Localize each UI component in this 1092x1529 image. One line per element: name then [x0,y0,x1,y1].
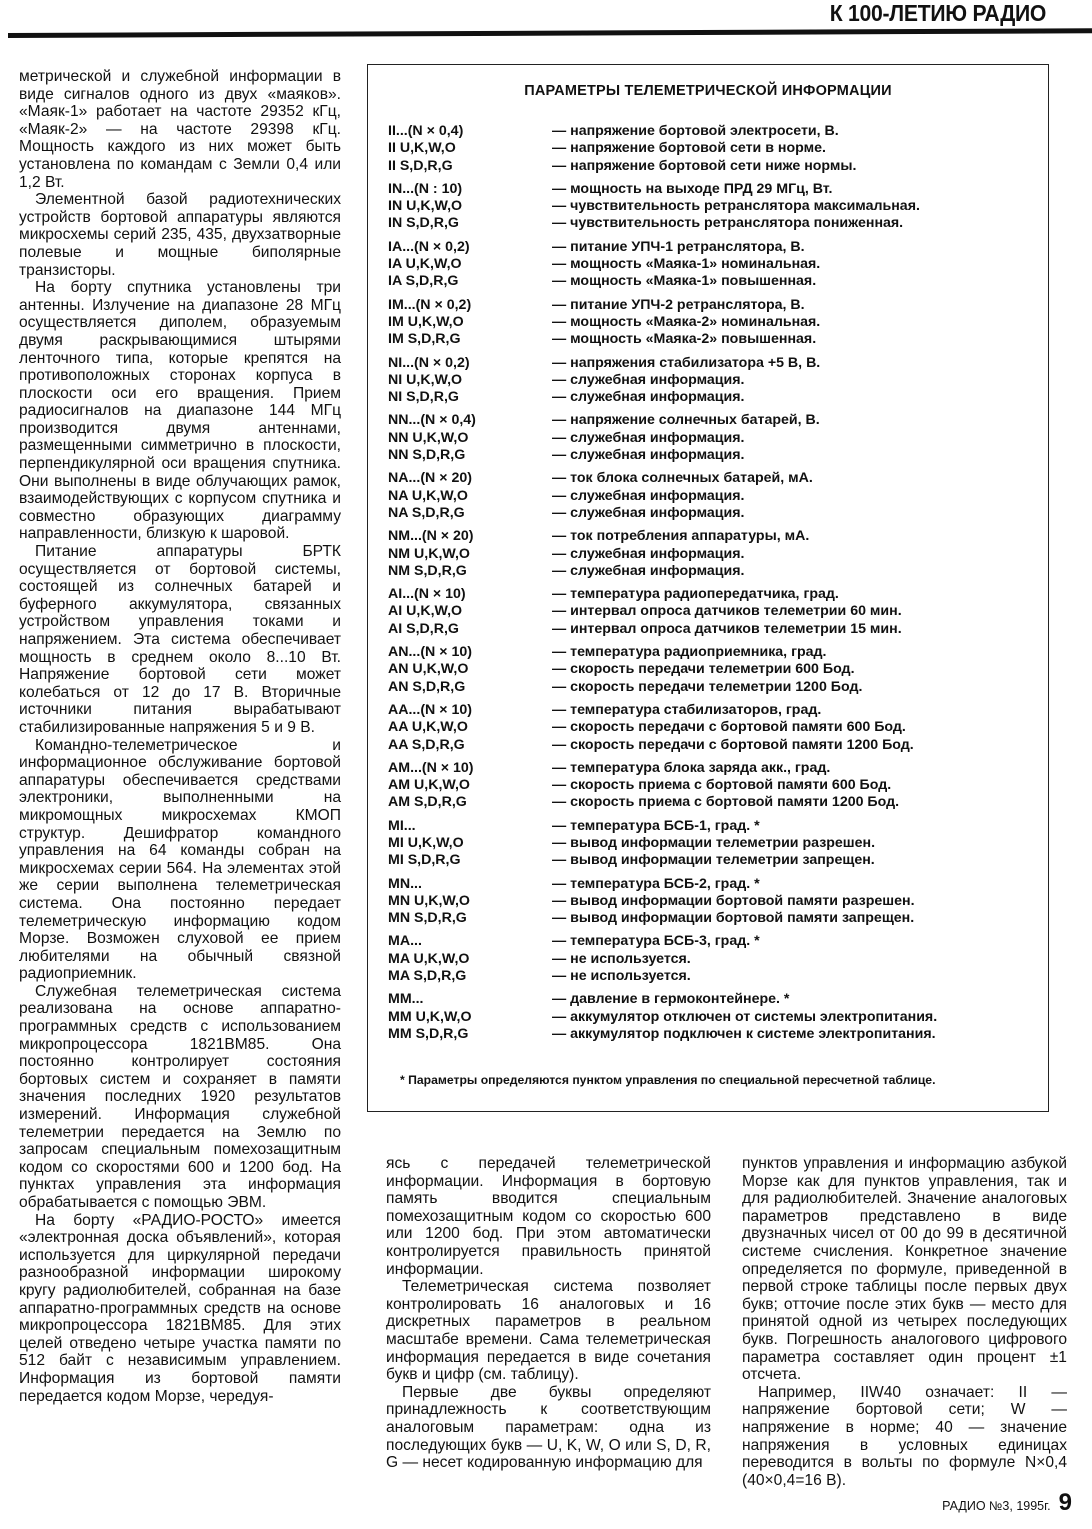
table-row [388,794,1048,811]
table-row [388,603,1048,620]
parameter-group [388,297,1048,349]
table-row [388,447,1048,464]
table-row [388,140,1048,157]
paragraph: Элементной базой радиотехнических устройств бортовой аппаратуры являются микросхемы серий 235, 435, двухзатворные полевые и мощные биполярные транзисторы. [19,191,341,279]
table-row [388,314,1048,331]
parameter-description: — служебная информация. [552,389,745,406]
table-row [388,563,1048,580]
parameter-group [388,355,1048,407]
parameter-code: MA S,D,R,G [388,968,467,985]
parameter-group [388,702,1048,754]
telemetry-parameters-table [367,64,1049,1112]
parameter-code: NI...(N × 0,2) [388,354,470,371]
parameter-description: — скорость передачи с бортовой памяти 600 Бод. [552,719,906,736]
parameter-description: — питание УПЧ-2 ретранслятора, В. [552,296,805,313]
issue-label: РАДИО №3, 1995г. [942,1499,1051,1513]
parameter-description: — напряжение солнечных батарей, В. [552,412,820,429]
parameter-description: — интервал опроса датчиков телеметрии 15 мин. [552,620,902,637]
parameter-code: MN S,D,R,G [388,910,467,927]
parameter-description: — служебная информация. [552,562,745,579]
parameter-code: NI S,D,R,G [388,389,459,406]
table-row [388,1026,1048,1043]
parameter-code: AA...(N × 10) [388,701,472,718]
table-row [388,621,1048,638]
parameter-code: AM...(N × 10) [388,759,474,776]
parameter-description: — напряжение бортовой электросети, В. [552,123,839,139]
table-row [388,818,1048,835]
table-row [388,1009,1048,1026]
table-row [388,198,1048,215]
parameter-code: IN S,D,R,G [388,215,459,232]
table-row [388,586,1048,603]
table-row [388,991,1048,1008]
parameter-code: IA...(N × 0,2) [388,238,470,255]
right-column [742,1155,1067,1489]
paragraph: Командно-телеметрическое и информационное обслуживание бортовой аппаратуры обеспечивается средствами электроники, выполненными на микромощных микросхемах КМОП структур. Дешифратор командного управления на 64 команды собран на микросхемах серии 564. На элементах этой же серии выполнена телеметрическая система. Она постоянно передает телеметрическую информацию кодом Морзе. Возможен слуховой ее прием любителями на обычный связной радиоприемник. [19,736,341,983]
table-row [388,273,1048,290]
parameter-code: AI U,K,W,O [388,603,463,620]
parameter-code: NM S,D,R,G [388,562,467,579]
parameter-description: — интервал опроса датчиков телеметрии 60 мин. [552,603,902,620]
parameter-description: — вывод информации телеметрии разрешен. [552,834,876,851]
parameter-code: II...(N × 0,4) [388,123,464,139]
parameter-code: MA... [388,933,422,950]
table-row [388,158,1048,175]
parameter-code: MM S,D,R,G [388,1025,469,1042]
table-row [388,760,1048,777]
page-number: 9 [1058,1489,1072,1516]
table-row [388,737,1048,754]
paragraph: Первые две буквы определяют принадлежность к соответствующим аналоговым параметрам: одна из последующих букв — U, K, W, O или S, D, R, G — несет кодированную информацию для [386,1383,711,1472]
parameter-description: — не используется. [552,950,691,967]
table-row [388,702,1048,719]
table-row [388,546,1048,563]
middle-column [386,1155,711,1472]
table-title: ПАРАМЕТРЫ ТЕЛЕМЕТРИЧЕСКОЙ ИНФОРМАЦИИ [524,83,892,99]
parameter-description: — вывод информации бортовой памяти запрещен. [552,910,915,927]
parameter-description: — не используется. [552,968,691,985]
parameter-description: — чувствительность ретранслятора максимальная. [552,198,920,215]
parameter-description: — аккумулятор подключен к системе электропитания. [552,1025,936,1042]
parameter-code: II U,K,W,O [388,140,456,157]
table-row [388,968,1048,985]
paragraph: На борту спутника установлены три антенны. Излучение на диапазоне 28 МГц осуществляется диполем, образуемым двумя раскрывающимися штырями ленточного типа, которые крепятся на противоположных сторонах корпуса в плоскости оси его вращения. Прием радиосигналов на диапазоне 144 МГц производится двумя антеннами, размещенными симметрично в плоскости, перпендикулярной оси вращения спутника. Они выполнены в виде облучающих рамок, взаимодействующих с корпусом спутника и совместно образующих диаграмму направленности, близкую к шаровой. [19,279,341,543]
table-footnote: * Параметры определяются пунктом управления по специальной пересчетной таблице. [400,1073,936,1087]
parameter-code: AA S,D,R,G [388,736,465,753]
parameter-code: NM U,K,W,O [388,545,470,562]
parameter-code: NA U,K,W,O [388,487,468,504]
table-row [388,679,1048,696]
parameter-group [388,991,1048,1043]
parameter-description: — температура БСБ-2, град. * [552,875,760,892]
table-row [388,372,1048,389]
parameter-description: — напряжение бортовой сети в норме. [552,140,826,157]
parameter-description: — чувствительность ретранслятора пониженная. [552,215,904,232]
parameter-description: — служебная информация. [552,545,745,562]
table-row [388,893,1048,910]
parameter-code: IA S,D,R,G [388,273,459,290]
parameter-description: — вывод информации бортовой памяти разрешен. [552,892,915,909]
parameter-group [388,412,1048,464]
parameter-group [388,586,1048,638]
parameter-code: NI U,K,W,O [388,371,463,388]
parameter-code: NN S,D,R,G [388,447,466,464]
section-header-title: К 100-ЛЕТИЮ РАДИО [829,0,1046,26]
table-row [388,412,1048,429]
parameter-description: — напряжение бортовой сети ниже нормы. [552,157,857,174]
parameter-description: — мощность «Маяка-2» повышенная. [552,331,817,348]
parameter-description: — аккумулятор отключен от системы электропитания. [552,1008,938,1025]
parameter-description: — служебная информация. [552,504,745,521]
parameter-description: — служебная информация. [552,429,745,446]
parameter-code: AN...(N × 10) [388,644,472,661]
paragraph: Телеметрическая система позволяет контролировать 16 аналоговых и 16 дискретных параметров в реальном масштабе времени. Сама телеметрическая информация передается в виде сочетания букв и цифр (см. таблицу). [386,1278,711,1384]
parameter-code: AN S,D,R,G [388,678,466,695]
table-row [388,389,1048,406]
parameter-code: AA U,K,W,O [388,719,468,736]
table-row [388,876,1048,893]
table-row [388,505,1048,522]
parameter-code: MM U,K,W,O [388,1008,472,1025]
parameter-code: MM... [388,991,424,1008]
table-row [388,951,1048,968]
parameter-code: MI U,K,W,O [388,834,464,851]
parameter-code: AN U,K,W,O [388,661,469,678]
parameter-group [388,760,1048,812]
table-row [388,933,1048,950]
parameter-description: — температура БСБ-3, град. * [552,933,760,950]
table-row [388,430,1048,447]
parameter-description: — скорость передачи с бортовой памяти 1200 Бод. [552,736,914,753]
parameter-code: NM...(N × 20) [388,528,474,545]
parameter-description: — температура БСБ-1, град. * [552,817,760,834]
parameter-description: — скорость приема с бортовой памяти 1200 Бод. [552,794,900,811]
table-row [388,719,1048,736]
parameter-description: — служебная информация. [552,371,745,388]
parameter-description: — температура радиоприемника, град. [552,644,827,661]
parameter-code: NA...(N × 20) [388,470,472,487]
parameter-description: — вывод информации телеметрии запрещен. [552,852,875,869]
parameter-code: IA U,K,W,O [388,256,462,273]
parameter-code: II S,D,R,G [388,157,453,174]
page-footer [942,1489,1072,1517]
parameter-code: IN...(N : 10) [388,180,463,197]
parameter-code: MN U,K,W,O [388,892,470,909]
parameter-description: — мощность на выходе ПРД 29 МГц, Вт. [552,180,833,197]
parameter-code: AM U,K,W,O [388,777,470,794]
parameter-code: MI... [388,817,416,834]
parameter-description: — мощность «Маяка-1» номинальная. [552,256,821,273]
table-row [388,661,1048,678]
paragraph: ясь с передачей телеметрической информации. Информация в бортовую память вводится специальным помехозащитным кодом со скоростью 600 или 1200 бод. При этом автоматически контролируется правильность принятой информации. [386,1155,711,1278]
parameter-description: — ток блока солнечных батарей, мА. [552,470,813,487]
table-row [388,644,1048,661]
paragraph: На борту «РАДИО-РОСТО» имеется «электронная доска объявлений», которая используется для циркулярной передачи разнообразной информации широкому кругу радиолюбителей, собранная на базе аппаратно-программных средств на основе микропроцессора 1821ВМ85. Для этих целей отведено четыре участка памяти по 512 байт с независимым управлением. Информация из бортовой памяти передается кодом Морзе, чередуя- [19,1211,341,1405]
paragraph: Например, IIW40 означает: II — напряжение бортовой сети; W — напряжение в норме; 40 — значение напряжения в условных единицах переводится в вольты по формуле N×0,4 (40×0,4=16 В). [742,1383,1067,1489]
parameter-code: AI S,D,R,G [388,620,459,637]
parameter-code: MN... [388,875,422,892]
table-row [388,256,1048,273]
parameter-group [388,470,1048,522]
table-row [388,215,1048,232]
left-column [19,68,341,1405]
parameter-description: — скорость передачи телеметрии 1200 Бод. [552,678,863,695]
paragraph: Служебная телеметрическая система реализована на основе аппаратно-программных средств с использованием микропроцессора 1821ВМ85. Она постоянно контролирует состояния бортовых систем и сохраняет в памяти значения последних 1920 результатов измерений. Информация служебной телеметрии передается на Землю по запросам специальным помехозащитным кодом со скоростями 600 и 1200 бод. На пунктах управления эта информация обрабатывается с помощью ЭВМ. [19,982,341,1211]
parameter-description: — служебная информация. [552,487,745,504]
parameter-code: NN U,K,W,O [388,429,469,446]
parameter-code: IM S,D,R,G [388,331,461,348]
parameter-code: NA S,D,R,G [388,504,465,521]
parameter-code: NN...(N × 0,4) [388,412,476,429]
parameter-description: — питание УПЧ-1 ретранслятора, В. [552,238,805,255]
parameter-group [388,123,1048,175]
table-row [388,835,1048,852]
parameter-group [388,239,1048,291]
parameter-description: — напряжения стабилизатора +5 В, В. [552,354,821,371]
parameter-group [388,876,1048,928]
table-row [388,239,1048,256]
parameter-description: — мощность «Маяка-1» повышенная. [552,273,817,290]
paragraph: пунктов управления и информацию азбукой Морзе как для пунктов управления, так и для радиолюбителей. Значение аналоговых параметров представлено в виде двузначных чисел от 00 до 99 в десятичной системе счисления. Конкретное значение определяется по формуле, приведенной в первой строке таблицы после первых двух букв; отточие после этих букв — место для принятой одной из четырех последующих букв. Погрешность аналогового цифрового параметра составляет один процент ±1 отсчета. [742,1155,1067,1384]
parameter-description: — скорость приема с бортовой памяти 600 Бод. [552,777,892,794]
paragraph: метрической и служебной информации в виде сигналов одного из двух «маяков». «Маяк-1» работает на частоте 29352 кГц, «Маяк-2» — на частоте 29398 кГц. Мощность каждого из них может быть установлена по командам с Земли 0,4 или 1,2 Вт. [19,68,341,191]
table-row [388,297,1048,314]
parameter-group [388,818,1048,870]
table-row [388,852,1048,869]
table-row [388,488,1048,505]
parameter-description: — мощность «Маяка-2» номинальная. [552,313,821,330]
table-row [388,470,1048,487]
parameter-group [388,528,1048,580]
table-row [388,355,1048,372]
parameter-code: AM S,D,R,G [388,794,467,811]
parameter-code: AI...(N × 10) [388,586,466,603]
parameter-code: MI S,D,R,G [388,852,461,869]
parameter-code: IN U,K,W,O [388,198,463,215]
parameter-code: IM...(N × 0,2) [388,296,472,313]
parameter-group [388,933,1048,985]
parameter-description: — температура блока заряда акк., град. [552,759,831,776]
table-row [388,910,1048,927]
parameter-groups [388,123,1048,1049]
parameter-description: — ток потребления аппаратуры, мА. [552,528,810,545]
parameter-code: MA U,K,W,O [388,950,470,967]
parameter-description: — температура радиопередатчика, град. [552,586,839,603]
table-row [388,331,1048,348]
paragraph: Питание аппаратуры БРТК осуществляется от бортовой системы, состоящей из солнечных батарей и буферного аккумулятора, связанных устройством управления токами и напряжением. Эта система обеспечивает мощность в среднем около 8...10 Вт. Напряжение бортовой сети может колебаться от 12 до 17 В. Вторичные источники питания вырабатывают стабилизированные напряжения 5 и 9 В. [19,543,341,736]
parameter-group [388,644,1048,696]
table-row [388,777,1048,794]
table-row [388,123,1048,140]
table-row [388,181,1048,198]
parameter-description: — давление в гермоконтейнере. * [552,991,790,1008]
parameter-group [388,181,1048,233]
parameter-description: — температура стабилизаторов, град. [552,701,822,718]
parameter-description: — служебная информация. [552,447,745,464]
parameter-code: IM U,K,W,O [388,313,464,330]
table-row [388,528,1048,545]
parameter-description: — скорость передачи телеметрии 600 Бод. [552,661,855,678]
header-rule [8,28,1092,38]
